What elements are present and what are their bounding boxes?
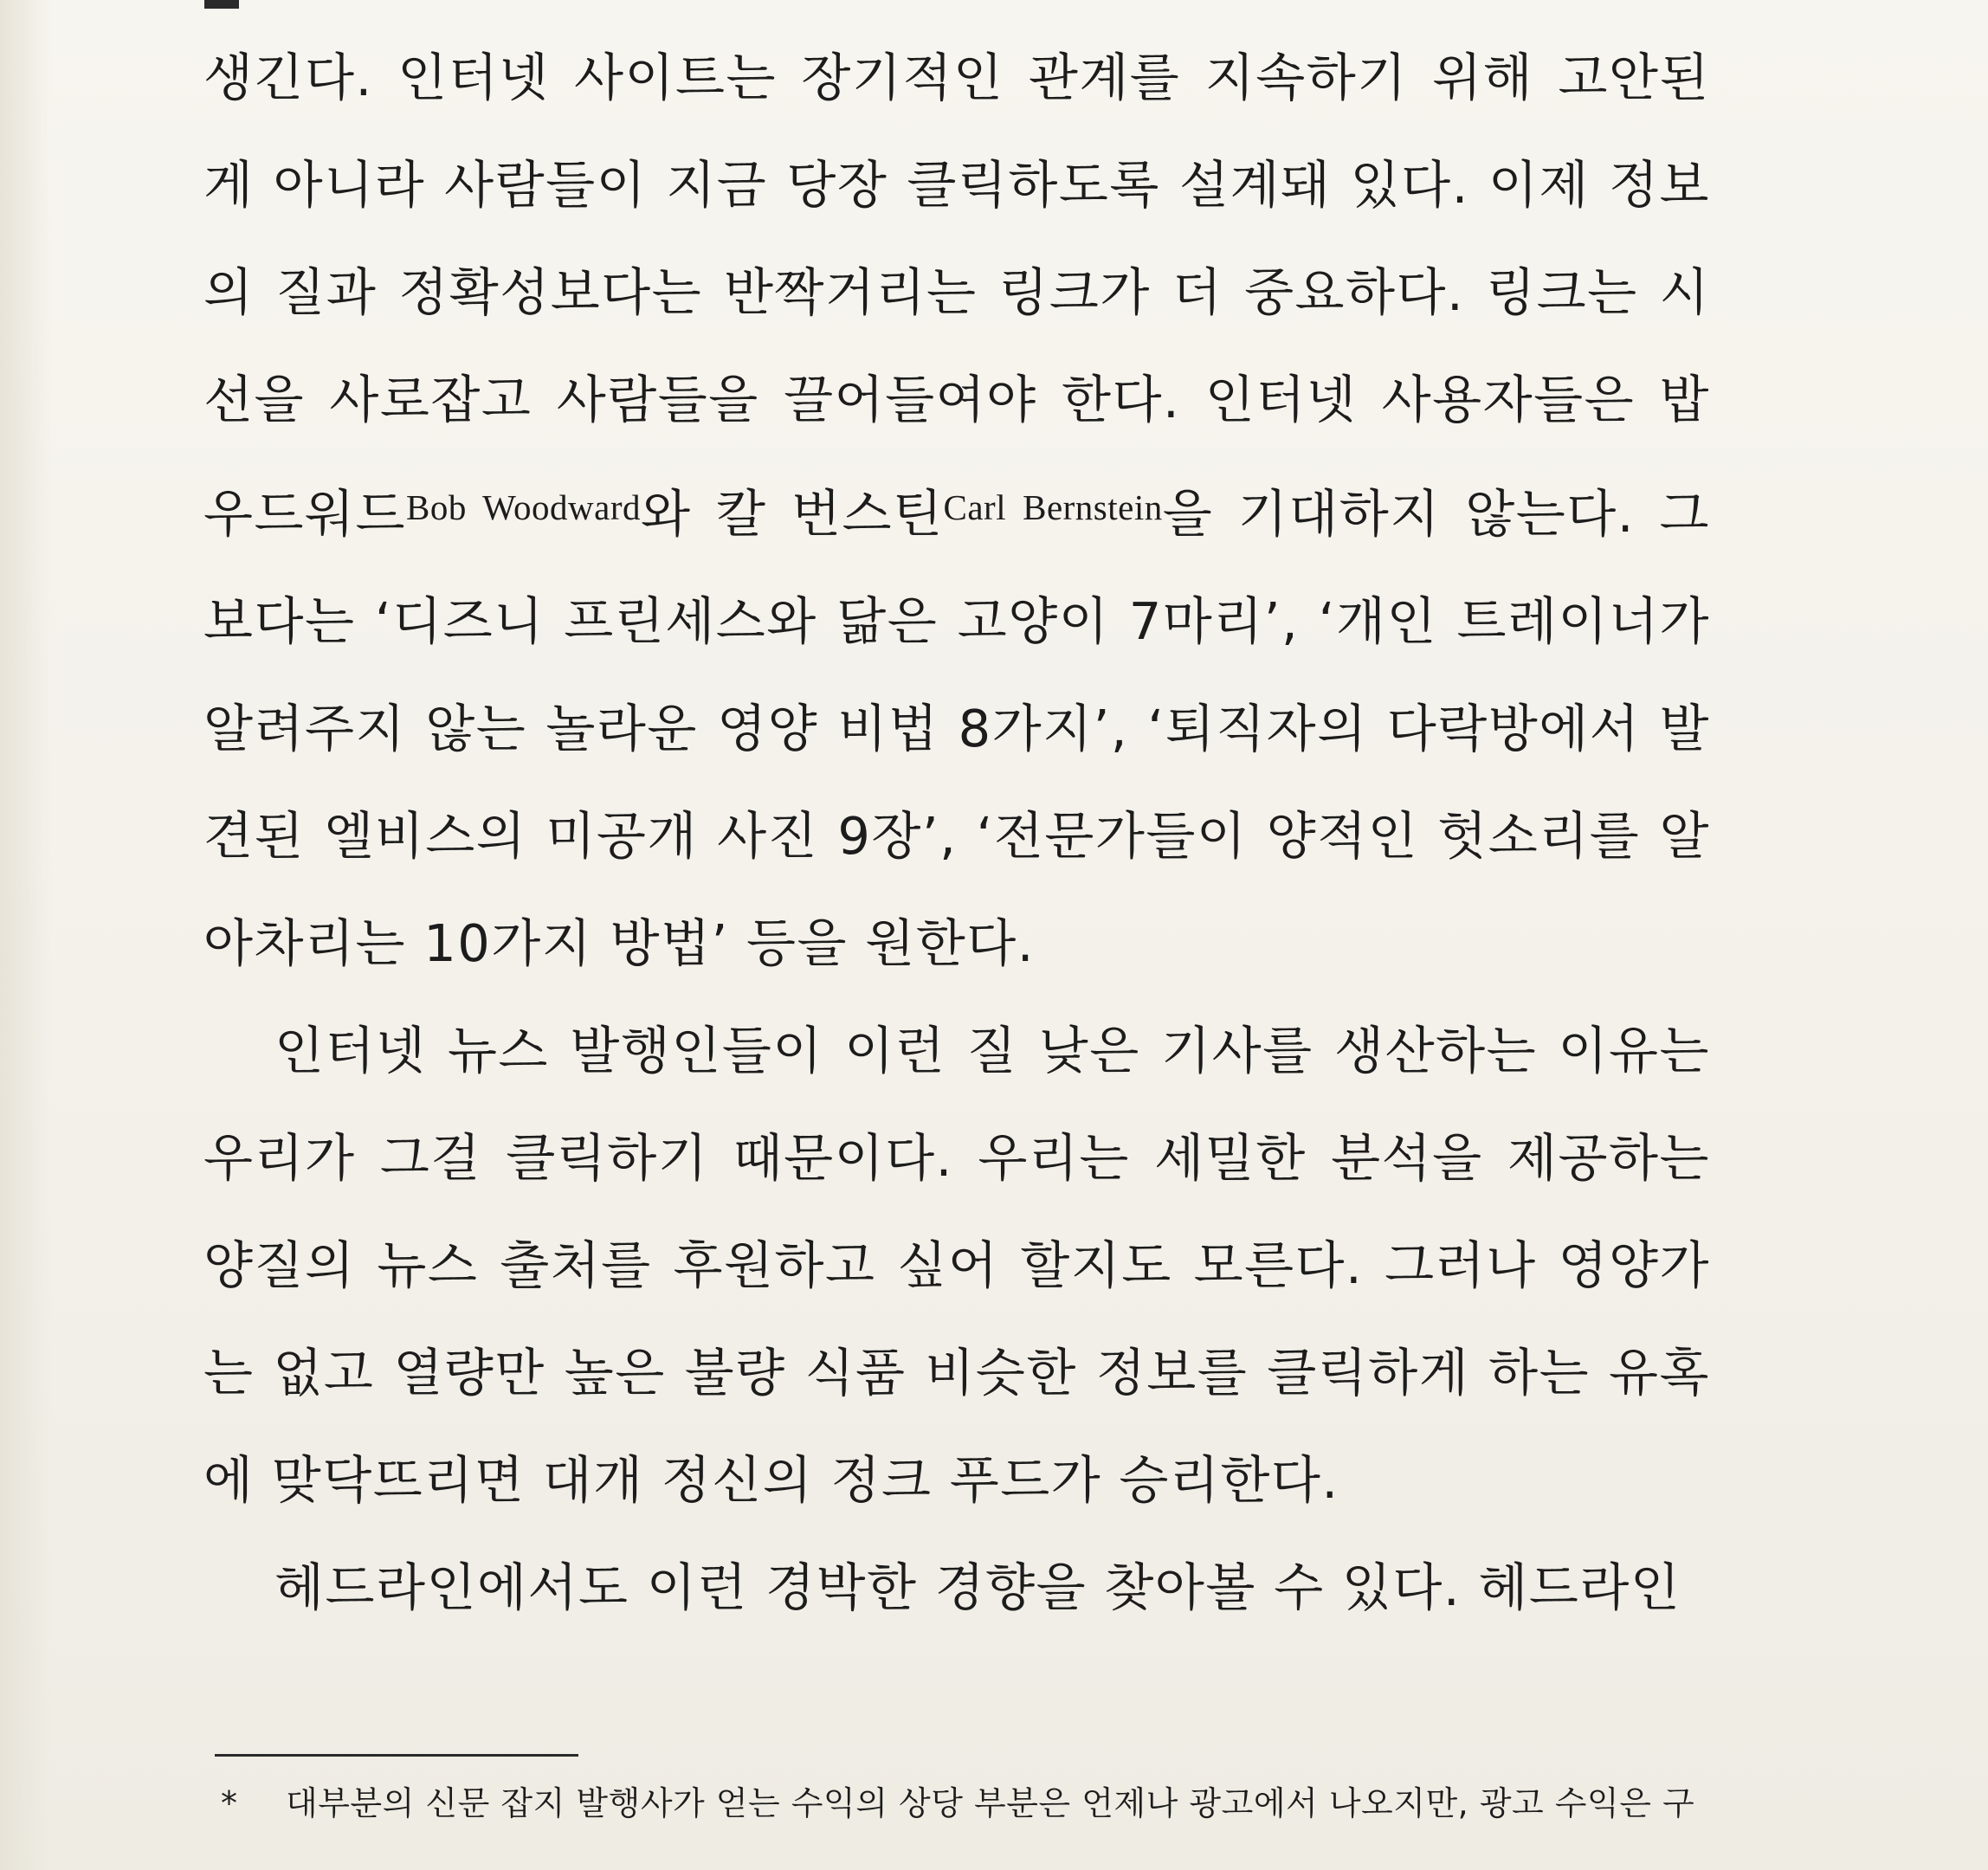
footnote xyxy=(221,1775,1745,1832)
paragraph-1-text-a: 생긴다. 인터넷 사이트는 장기적인 관계를 지속하기 위해 고안된 게 아니라 사람들이 지금 당장 클릭하도록 설계돼 있다. 이제 정보의 질과 정확성보다는 반짝거리는 링크가 더 중요하다. 링크는 시선을 사로잡고 사람들을 끌어들여야 한다. 인터넷 사용자들은 밥 우드워드 xyxy=(203,48,1710,544)
paragraph-3: 헤드라인에서도 이런 경박한 경향을 찾아볼 수 있다. 헤드라인 xyxy=(274,1557,1681,1617)
footnote-divider xyxy=(215,1754,578,1757)
paragraph-1-text-c: 을 기대하지 않는다. 그보다는 ‘디즈니 프린세스와 닮은 고양이 7마리’, ‘개인 트레이너가 알려주지 않는 놀라운 영양 비법 8가지’, ‘퇴직자의 다락방에서 발견된 엘비스의 미공개 사진 9장’, ‘전문가들이 양적인 헛소리를 알아차리는 10가지 방법’ 등을 원한다. xyxy=(203,484,1711,973)
footnote-text: 대부분의 신문 잡지 발행사가 얻는 수익의 상당 부분은 언제나 광고에서 나오지만, 광고 수익은 구 xyxy=(286,1784,1695,1822)
name-carl-bernstein: Carl Bernstein xyxy=(943,487,1163,527)
name-bob-woodward: Bob Woodward xyxy=(405,487,641,527)
previous-line-fragment xyxy=(204,0,239,9)
footnote-mark: * xyxy=(221,1784,238,1822)
paragraph-2: 인터넷 뉴스 발행인들이 이런 질 낮은 기사를 생산하는 이유는 우리가 그걸 클릭하기 때문이다. 우리는 세밀한 분석을 제공하는 양질의 뉴스 출처를 후원하고 싶어 할지도 모른다. 그러나 영양가는 없고 열량만 높은 불량 식품 비슷한 정보를 클릭하게 하는 유혹에 맞닥뜨리면 대개 정신의 정크 푸드가 승리한다. xyxy=(203,1021,1710,1510)
paragraph-1-text-b: 와 칼 번스틴 xyxy=(640,484,944,544)
page-gutter-shadow xyxy=(0,0,52,1870)
paragraph-1 xyxy=(203,24,1710,997)
body-text xyxy=(203,24,1710,1641)
